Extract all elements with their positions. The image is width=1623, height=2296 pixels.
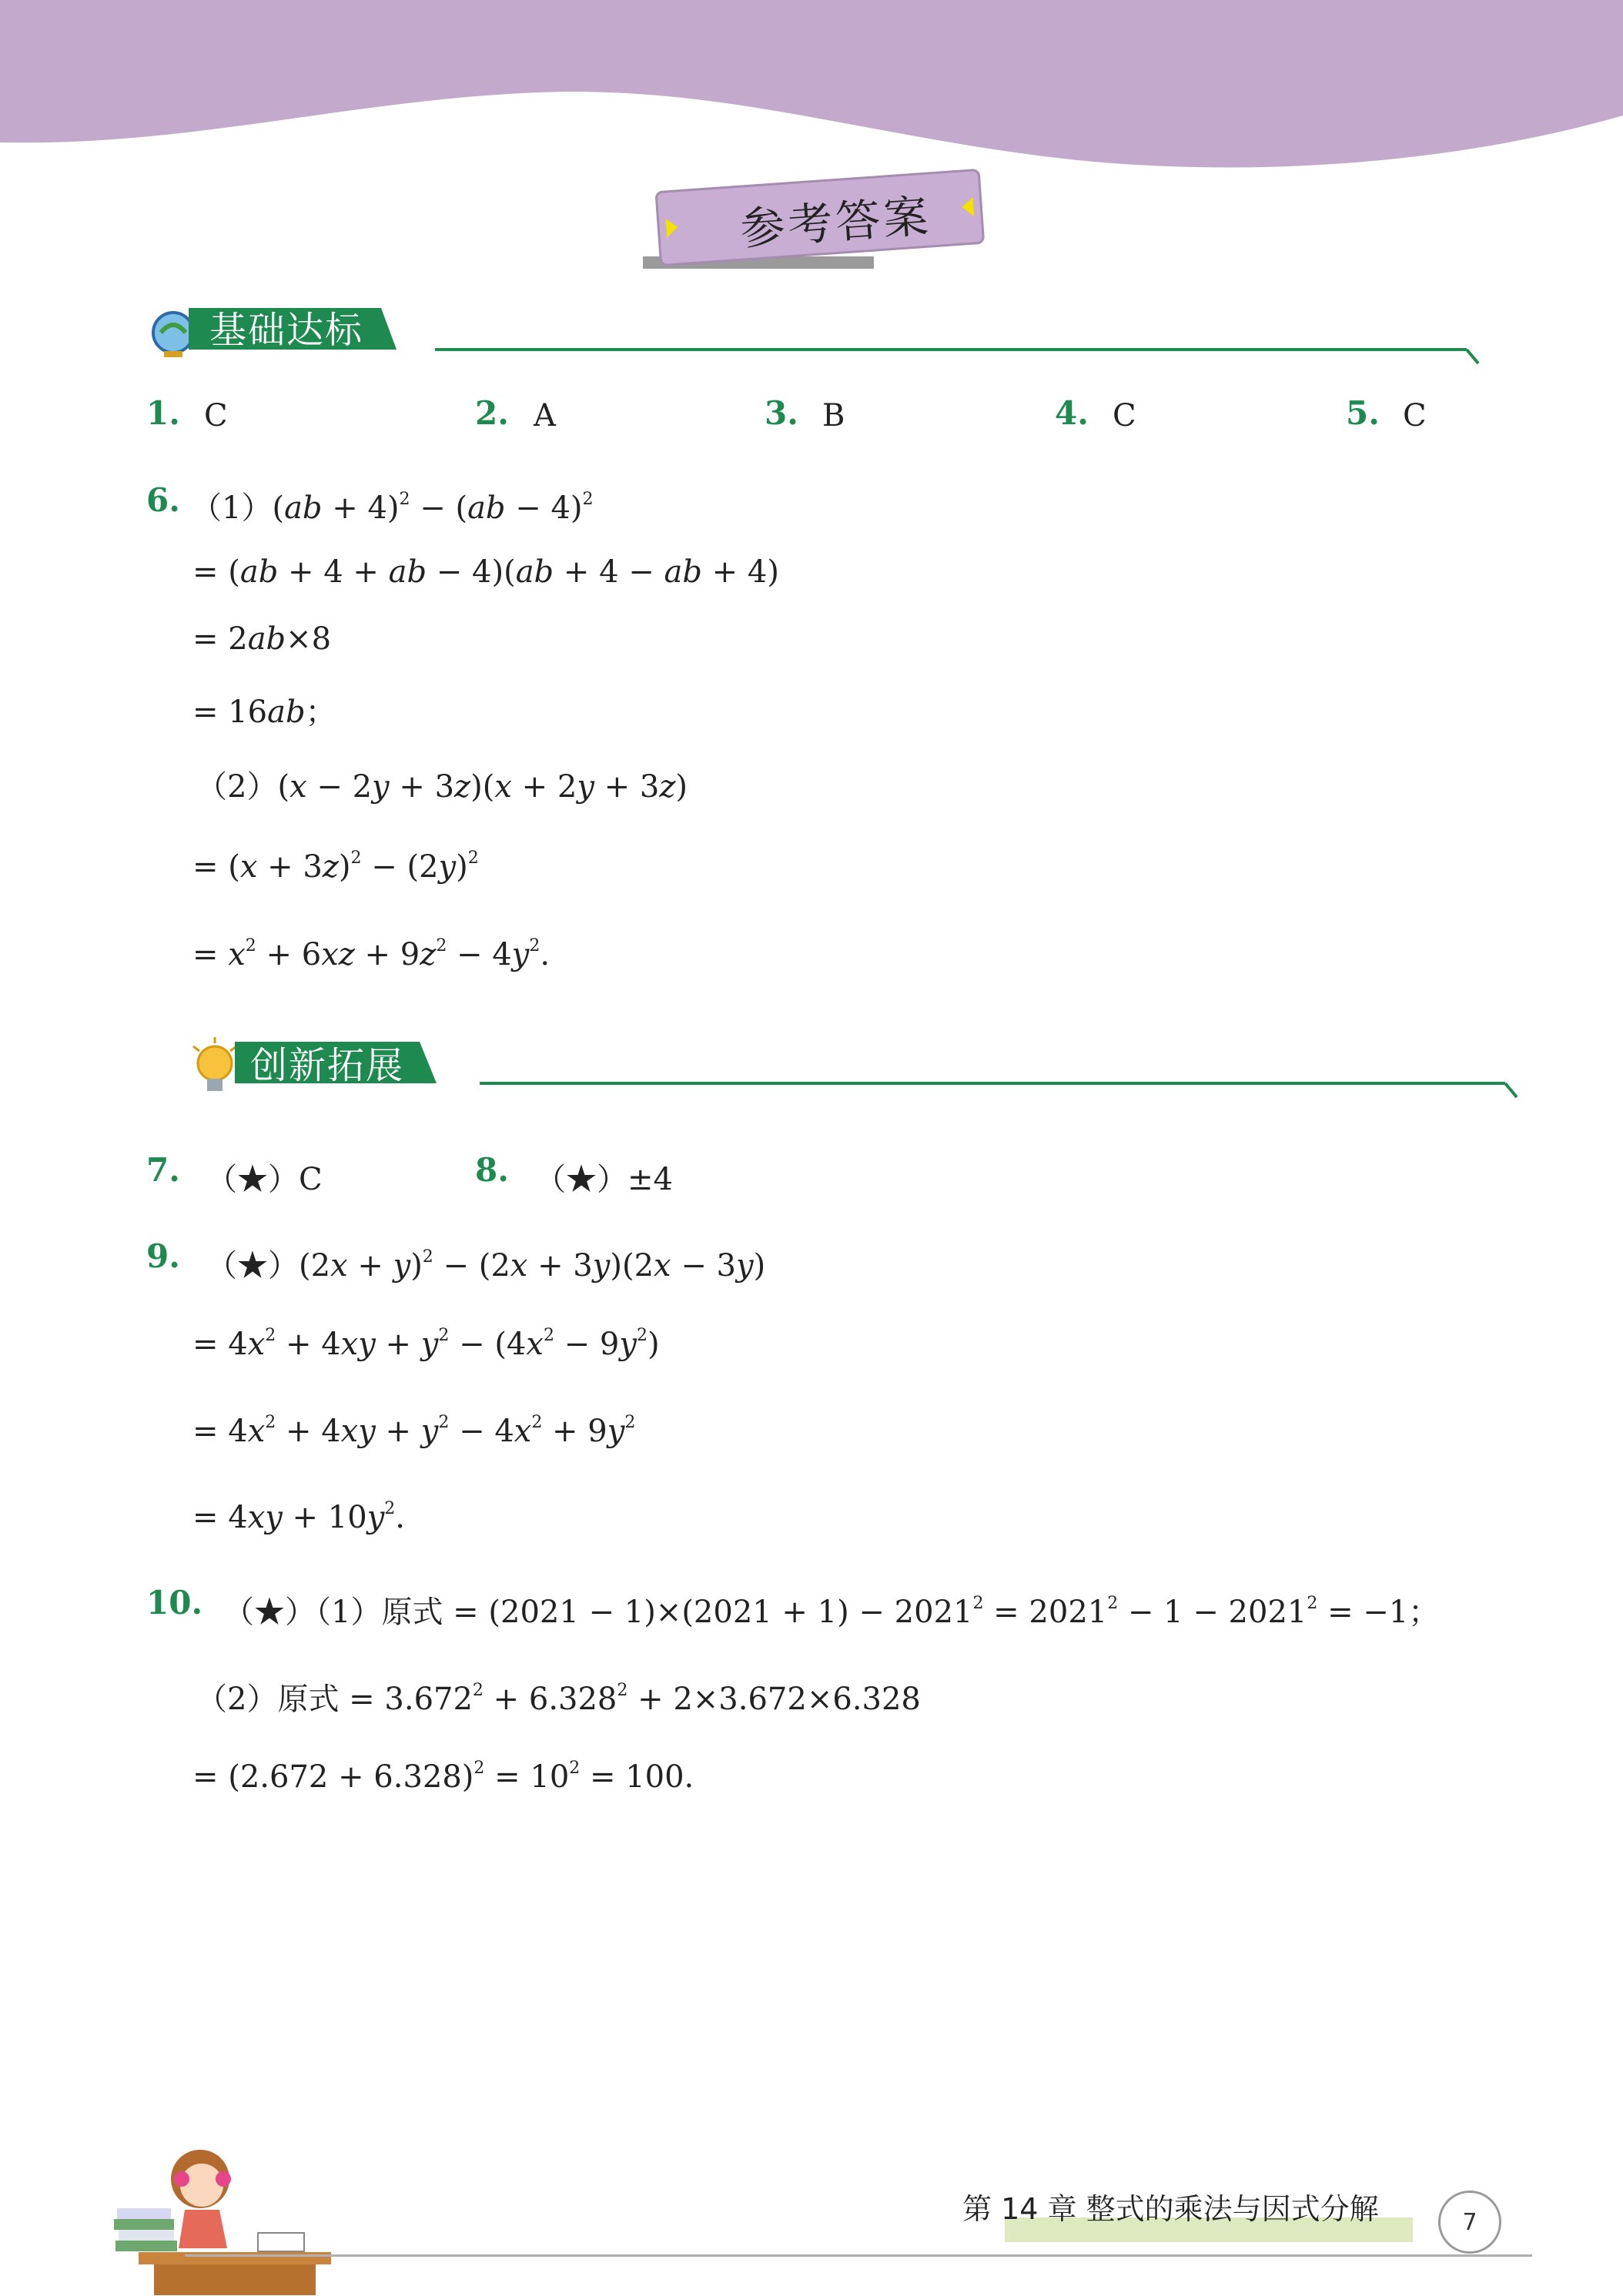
q2-answer: A xyxy=(534,398,556,433)
q6-part2-expr: （2）(x − 2y + 3z)(x + 2y + 3z) xyxy=(196,769,688,805)
section-innovation-label: 创新拓展 xyxy=(250,1044,405,1087)
q6-part1-label: （1） xyxy=(191,490,273,526)
q10-part2-label: （2）原式 xyxy=(196,1682,340,1717)
q9-star: （★） xyxy=(206,1248,299,1284)
q9-expr: （★）(2x + y)$^2$ − (2x + 3y)(2x − 3y) xyxy=(206,1247,766,1284)
q3-answer: B xyxy=(822,398,845,433)
q9-step2: = $4x^2 + 4xy + y^2 - 4x^2 + 9y^2$ xyxy=(192,1413,636,1449)
q7-answer-line xyxy=(206,1155,323,1199)
q6-number: 6. xyxy=(146,481,180,519)
section-basic-label: 基础达标 xyxy=(209,309,364,352)
q10-part2: （2）原式 = $3.672^2 + 6.328^2 + 2\times 3.672\times 6.328$ xyxy=(196,1681,921,1717)
q10-part1: （★）（1）原式 = $(2021 - 1)\times(2021 + 1) - 2021^2 = 2021^2 - 1 - 2021^2 = -1$； xyxy=(223,1594,1440,1630)
q6-part1-expr: （1）(ab + 4)$^2$ − (ab − 4)$^2$ xyxy=(191,490,594,526)
q4-answer: C xyxy=(1113,398,1136,433)
q6-part2-label: （2） xyxy=(196,769,278,805)
footer-rule xyxy=(185,2254,1532,2257)
q10-star: （★） xyxy=(223,1595,316,1630)
q4-number: 4. xyxy=(1055,394,1089,432)
q5-answer: C xyxy=(1403,398,1427,433)
q9-number: 9. xyxy=(146,1237,180,1275)
q6-step1: = (ab + 4 + ab − 4)(ab + 4 − ab + 4) xyxy=(192,554,779,590)
q6-step2: = 2ab×8 xyxy=(192,621,332,657)
q9-step3: = $4xy + 10y^2$. xyxy=(192,1499,406,1535)
q8-star: （★） xyxy=(535,1162,627,1197)
q6-step5: = $x^2 + 6xz + 9z^2 - 4y^2$. xyxy=(192,936,550,972)
q6-step3: = 16ab； xyxy=(192,694,336,730)
footer-girl-illustration xyxy=(108,2125,339,2296)
q10-step: = $(2.672 + 6.328)^2 = 10^2 = 100$. xyxy=(192,1759,694,1795)
q10-part1-label: （1）原式 xyxy=(316,1595,443,1630)
q2-number: 2. xyxy=(475,394,509,432)
q7-answer: C xyxy=(299,1162,323,1197)
q8-number: 8. xyxy=(475,1151,509,1189)
q1-number: 1. xyxy=(146,394,180,432)
page-title: 参考答案 xyxy=(738,189,933,256)
footer-chapter: 第 14 章 整式的乘法与因式分解 xyxy=(962,2192,1379,2226)
q9-step1: = $4x^2 + 4xy + y^2 - (4x^2 - 9y^2)$ xyxy=(192,1326,660,1362)
header-wave xyxy=(0,0,1623,177)
q7-star: （★） xyxy=(206,1162,299,1197)
q5-number: 5. xyxy=(1346,394,1380,432)
q3-number: 3. xyxy=(765,394,798,432)
q6-step4: = $(x + 3z)^2 - (2y)^2$ xyxy=(192,848,479,885)
q8-answer-line xyxy=(535,1155,673,1199)
q7-number: 7. xyxy=(146,1151,180,1189)
q10-number: 10. xyxy=(146,1584,203,1622)
q1-answer: C xyxy=(204,398,228,433)
q8-answer: ±4 xyxy=(627,1162,673,1197)
page-number: 7 xyxy=(1438,2191,1501,2254)
